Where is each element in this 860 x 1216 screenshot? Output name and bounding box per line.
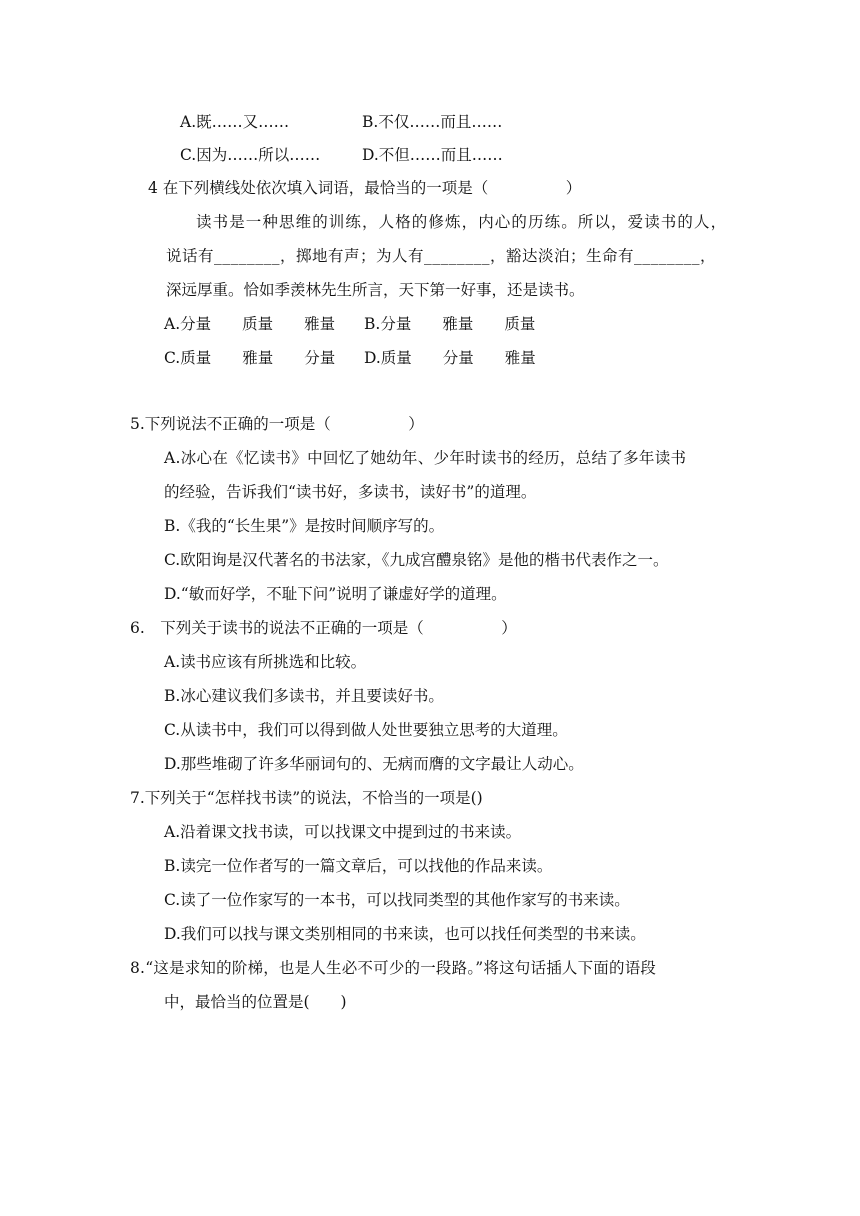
q4-passage-line-2: 说话有________，掷地有声；为人有________，豁达淡泊；生命有________， xyxy=(166,247,717,265)
q6-stem: 6. 下列关于读书的说法不正确的一项是（ ） xyxy=(130,619,517,637)
q4-passage-line-3: 深远厚重。恰如季羡林先生所言，天下第一好事，还是读书。 xyxy=(166,281,585,299)
q7-option-a: A.沿着课文找书读，可以找课文中提到过的书来读。 xyxy=(164,823,522,841)
q5-stem: 5.下列说法不正确的一项是（ ） xyxy=(130,415,424,433)
q7-option-d: D.我们可以找与课文类别相同的书来读，也可以找任何类型的书来读。 xyxy=(164,925,646,943)
q4-stem: 4 在下列横线处依次填入词语，最恰当的一项是（ ） xyxy=(148,179,582,197)
q5-option-a-line-1: A.冰心在《忆读书》中回忆了她幼年、少年时读书的经历，总结了多年读书 xyxy=(164,449,687,467)
q5-option-c: C.欧阳询是汉代著名的书法家，《九成宫醴泉铭》是他的楷书代表作之一。 xyxy=(164,551,669,569)
q5-option-a-line-2: 的经验，告诉我们“读书好，多读书，读好书”的道理。 xyxy=(164,483,537,501)
q4-passage-line-1: 读书是一种思维的训练，人格的修炼，内心的历练。所以，爱读书的人， xyxy=(196,213,728,231)
q5-option-d: D.“敏而好学，不耻下问”说明了谦虚好学的道理。 xyxy=(164,585,507,603)
q3-option-c: C.因为……所以…… xyxy=(180,146,321,164)
q6-option-b: B.冰心建议我们多读书，并且要读好书。 xyxy=(164,687,444,705)
q4-option-b: B.分量 雅量 质量 xyxy=(364,315,536,333)
q7-option-c: C.读了一位作家写的一本书，可以找同类型的其他作家写的书来读。 xyxy=(164,891,630,909)
q6-option-c: C.从读书中，我们可以得到做人处世要独立思考的大道理。 xyxy=(164,721,568,739)
q6-option-d: D.那些堆砌了许多华丽词句的、无病而膺的文字最让人动心。 xyxy=(164,755,584,773)
q3-option-b: B.不仅……而且…… xyxy=(362,113,503,131)
q7-stem: 7.下列关于“怎样找书读”的说法，不恰当的一项是() xyxy=(130,789,483,807)
q4-option-c: C.质量 雅量 分量 xyxy=(164,349,336,367)
q3-option-a: A.既……又…… xyxy=(180,113,290,131)
q4-option-a: A.分量 质量 雅量 xyxy=(164,315,336,333)
q6-option-a: A.读书应该有所挑选和比较。 xyxy=(164,653,367,671)
q7-option-b: B.读完一位作者写的一篇文章后，可以找他的作品来读。 xyxy=(164,857,553,875)
q8-stem-line-1: 8.“这是求知的阶梯，也是人生必不可少的一段路。”将这句话插人下面的语段 xyxy=(130,959,657,977)
q4-option-d: D.质量 分量 雅量 xyxy=(364,349,536,367)
q3-option-d: D.不但……而且…… xyxy=(362,146,503,164)
q8-stem-line-2: 中，最恰当的位置是( ) xyxy=(164,993,347,1011)
q5-option-b: B.《我的“长生果”》是按时间顺序写的。 xyxy=(164,517,445,535)
